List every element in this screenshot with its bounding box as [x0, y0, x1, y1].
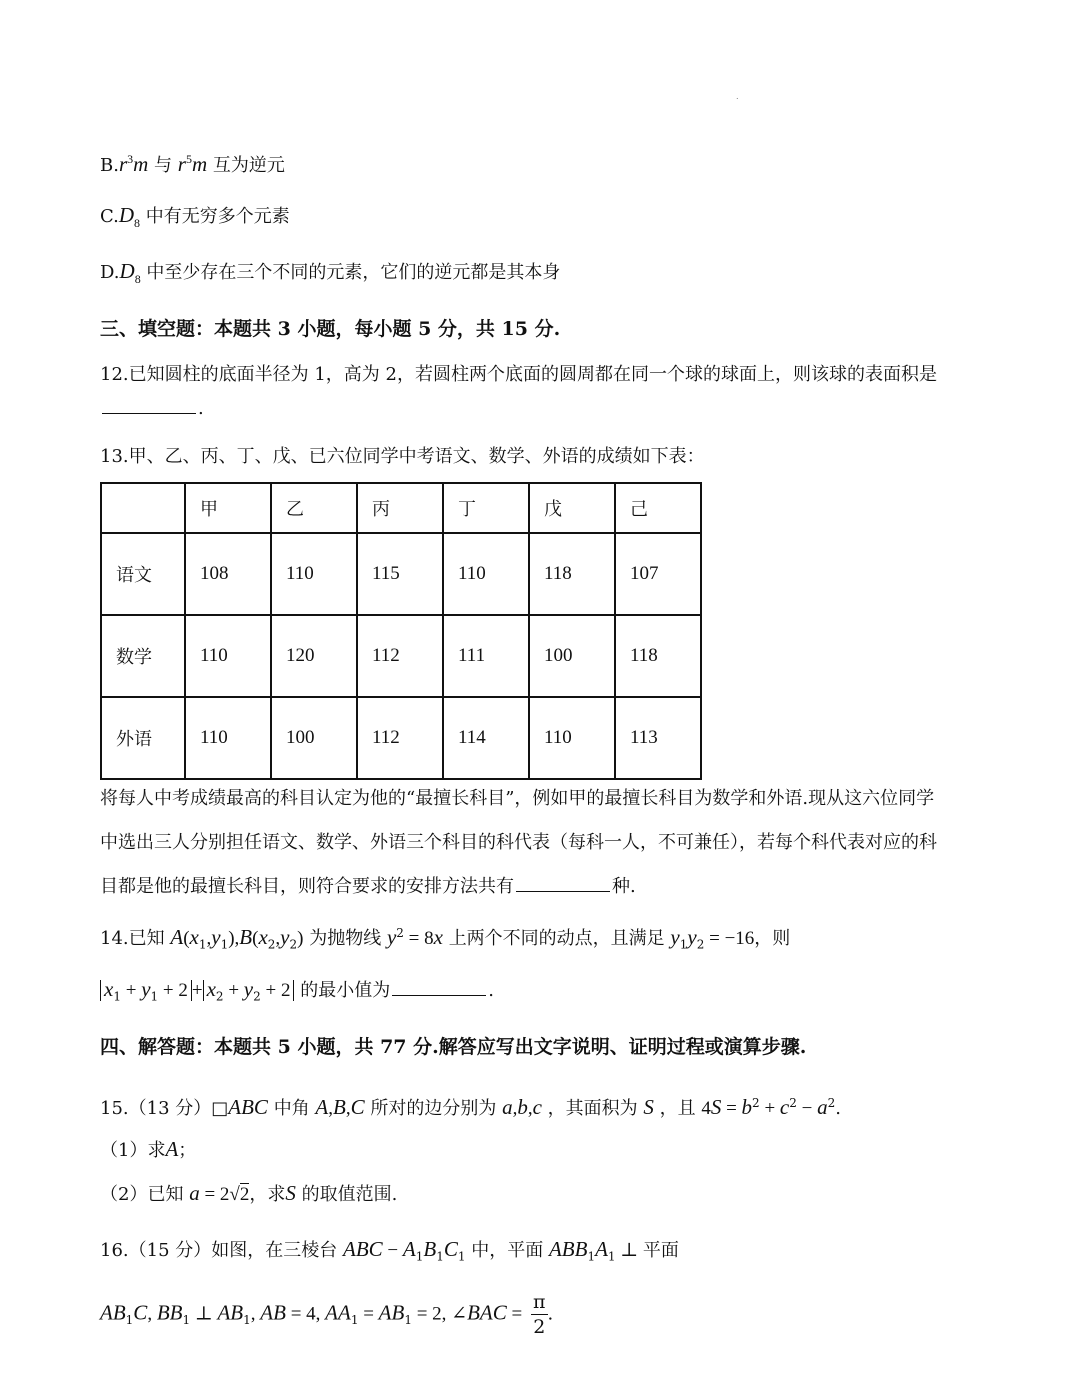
- table-header-cell: 丙: [357, 483, 443, 533]
- question-13-line-2: 中选出三人分别担任语文、数学、外语三个科目的科代表（每科一人，不可兼任），若每个科代表对应的科: [100, 832, 937, 853]
- table-header-cell: 乙: [271, 483, 357, 533]
- answer-blank: [392, 979, 486, 996]
- table-header-cell: 丁: [443, 483, 529, 533]
- row-subject: 数学: [101, 615, 185, 697]
- table-header-row: [101, 483, 701, 533]
- question-13-line-1: 将每人中考成绩最高的科目认定为他的“最擅长科目”，例如甲的最擅长科目为数学和外语.现从这六位同学: [100, 788, 935, 809]
- table-corner-cell: [101, 483, 185, 533]
- table-cell: 115: [357, 533, 443, 615]
- question-14-line-1: 14.已知 $A(x_1,y_1),B(x_2,y_2)$ 为抛物线 $y^2 = 8x$ 上两个不同的动点，且满足 $y_1y_2 = -16$，则: [100, 925, 791, 952]
- answer-blank: [102, 397, 196, 414]
- table-cell: 110: [443, 533, 529, 615]
- table-cell: 118: [615, 615, 701, 697]
- table-header-cell: 己: [615, 483, 701, 533]
- table-cell: 110: [185, 697, 271, 779]
- question-15-part-2: （2）已知 a = 2√2，求S 的取值范围.: [100, 1181, 398, 1205]
- table-cell: 112: [357, 697, 443, 779]
- table-cell: 112: [357, 615, 443, 697]
- score-table: [100, 482, 702, 780]
- scan-dot: .: [736, 92, 739, 101]
- table-cell: 118: [529, 533, 615, 615]
- question-15-part-1: （1）求A；: [100, 1137, 197, 1161]
- option-c: $C.D_8$ 中有无穷多个元素: [100, 203, 290, 231]
- table-row: [101, 697, 701, 779]
- table-header-cell: 戊: [529, 483, 615, 533]
- table-cell: 100: [271, 697, 357, 779]
- question-13-intro: 13.甲、乙、丙、丁、戊、已六位同学中考语文、数学、外语的成绩如下表：: [100, 446, 705, 467]
- table-row: [101, 615, 701, 697]
- table-cell: 107: [615, 533, 701, 615]
- question-13-line-3: 目都是他的最擅长科目，则符合要求的安排方法共有 种.: [100, 876, 636, 897]
- table-cell: 100: [529, 615, 615, 697]
- section-4-heading: 四、解答题：本题共 5 小题，共 77 分.解答应写出文字说明、证明过程或演算步骤.: [100, 1036, 807, 1058]
- answer-blank: [516, 875, 610, 892]
- table-cell: 120: [271, 615, 357, 697]
- question-16-line-2: $AB_1C$, $BB_1$ ⊥ $AB_1$, AB = 4, $AA_1 = AB_1 = 2$, ∠BAC = $\frac{\pi}{2}$ .: [100, 1291, 554, 1338]
- table-cell: 110: [529, 697, 615, 779]
- question-15: 15.（13 分）□ABC 中角 A,B,C 所对的边分别为 a,b,c ，其面积为 S ，且 $4S = b^2 + c^2 - a^2$.: [100, 1095, 841, 1119]
- table-cell: 113: [615, 697, 701, 779]
- table-cell: 114: [443, 697, 529, 779]
- row-subject: 语文: [101, 533, 185, 615]
- table-row: [101, 533, 701, 615]
- table-cell: 110: [185, 615, 271, 697]
- table-header-cell: 甲: [185, 483, 271, 533]
- section-3-heading: 三、填空题：本题共 3 小题，每小题 5 分，共 15 分.: [100, 318, 561, 340]
- question-16-line-1: 16.（15 分）如图，在三棱台 ABC − $A_1B_1C_1$ 中，平面 $ABB_1A_1$ ⊥ 平面: [100, 1237, 679, 1264]
- question-12: 12.已知圆柱的底面半径为 1，高为 2，若圆柱两个底面的圆周都在同一个球的球面上，则该球的表面积是: [100, 364, 937, 385]
- row-subject: 外语: [101, 697, 185, 779]
- table-cell: 108: [185, 533, 271, 615]
- pi-over-2-fraction: $\frac{\pi}{2}$: [533, 1291, 546, 1338]
- question-14-line-2: $x_1 + y_1 + 2 + x_2 + y_2 + 2$ 的最小值为 .: [100, 976, 494, 1010]
- option-b: $B.r^3m$ 与 $r^5m$ 互为逆元: [100, 152, 285, 176]
- table-cell: 111: [443, 615, 529, 697]
- table-cell: 110: [271, 533, 357, 615]
- question-12-answer-line: .: [100, 396, 204, 422]
- option-d: $D.D_8$ 中至少存在三个不同的元素，它们的逆元都是其本身: [100, 259, 561, 287]
